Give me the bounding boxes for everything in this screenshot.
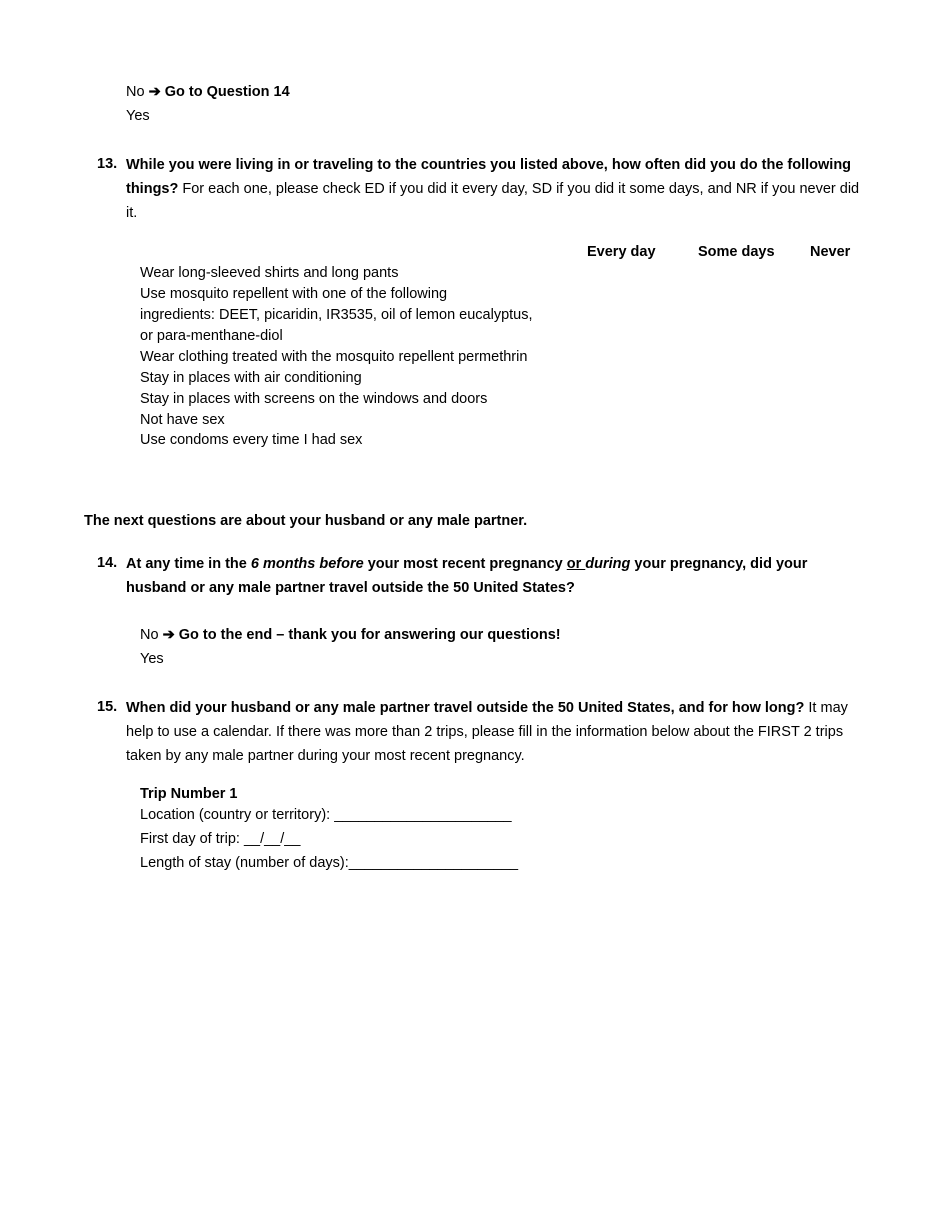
q13-bold-text: While you were living in or traveling to the countries you listed above, how often did you do the following things?	[126, 157, 852, 197]
q15-number: 15.	[97, 699, 118, 715]
q15-bold-text: When did your husband or any male partner travel outside the 50 United States, and for how long?	[126, 700, 805, 716]
location-field[interactable]: Location (country or territory): ______________________	[140, 807, 512, 823]
q15-normal-text: It may help to use a calendar. If there was more than 2 trips, please fill in the information below about the FIRST 2 trips taken by any male partner during your most recent pregnancy.	[126, 700, 848, 764]
column-header-every-day: Every day	[587, 244, 656, 260]
q14-text-part: your most recent pregnancy	[363, 556, 567, 572]
arrow-right-icon: ➔	[162, 627, 175, 643]
q15-text	[126, 696, 866, 768]
q13-item: Use mosquito repellent with one of the following	[140, 286, 448, 302]
q13-item: Not have sex	[140, 412, 225, 428]
q13-item: Stay in places with air conditioning	[140, 370, 362, 386]
trip-title: Trip Number 1	[140, 786, 238, 802]
q14-text-part: At any time in the	[126, 556, 251, 572]
q13-item: Wear clothing treated with the mosquito repellent permethrin	[140, 349, 528, 365]
q14-text-underline: or	[566, 556, 586, 572]
q14-text-emphasis: 6 months before	[250, 556, 364, 572]
q13-text	[126, 153, 866, 225]
q14-yes-label: Yes	[140, 651, 164, 667]
q14-yes-option[interactable]	[140, 651, 164, 667]
q14-no-label: No	[140, 627, 159, 643]
column-header-some-days: Some days	[698, 244, 775, 260]
q13-item: or para-menthane-diol	[140, 328, 283, 344]
q13-number: 13.	[97, 156, 118, 172]
q12-no-label: No	[126, 84, 145, 100]
q14-text-part: your pregnancy, did your husband or any male partner travel outside the 50 United States?	[126, 556, 808, 596]
q14-text	[126, 552, 866, 600]
q13-item: Stay in places with screens on the windows and doors	[140, 391, 488, 407]
q13-item: Use condoms every time I had sex	[140, 432, 363, 448]
q14-text-emphasis: during	[585, 556, 631, 572]
q12-yes-option[interactable]	[126, 108, 150, 124]
q12-yes-label: Yes	[126, 108, 150, 124]
section-heading: The next questions are about your husband or any male partner.	[84, 513, 528, 529]
first-day-field[interactable]: First day of trip: __/__/__	[140, 831, 301, 847]
q14-number: 14.	[97, 555, 118, 571]
q12-skip-instruction: Go to Question 14	[164, 84, 290, 100]
q14-no-option[interactable]	[140, 627, 561, 643]
arrow-right-icon: ➔	[148, 84, 161, 100]
q13-item: ingredients: DEET, picaridin, IR3535, oil of lemon eucalyptus,	[140, 307, 533, 323]
q12-no-option[interactable]	[126, 84, 290, 100]
q13-normal-text: For each one, please check ED if you did it every day, SD if you did it some days, and NR if you never did it.	[126, 181, 860, 221]
q14-skip-instruction: Go to the end – thank you for answering our questions!	[178, 627, 561, 643]
length-of-stay-field[interactable]: Length of stay (number of days):_____________________	[140, 855, 519, 871]
q13-item: Wear long-sleeved shirts and long pants	[140, 265, 399, 281]
column-header-never: Never	[810, 244, 851, 260]
